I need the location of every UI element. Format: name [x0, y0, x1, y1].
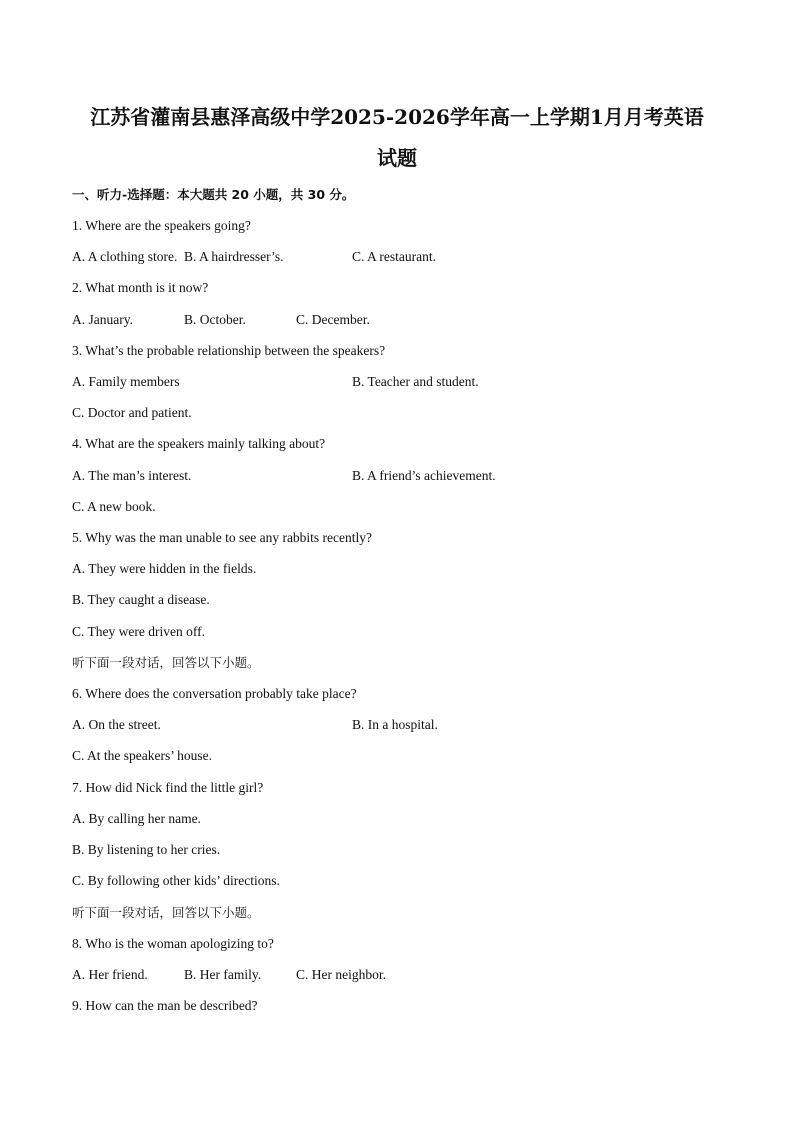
q1-option-b: B. A hairdresser’s.	[184, 249, 284, 264]
q5-option-b: B. They caught a disease.	[72, 592, 210, 607]
question-5: 5. Why was the man unable to see any rabbits recently?	[72, 530, 373, 545]
q1-option-a: A. A clothing store.	[72, 249, 178, 264]
q2-option-b: B. October.	[184, 312, 246, 327]
section-heading: 一、听力-选择题：本大题共 20 小题，共 30 分。	[72, 187, 355, 202]
q6-option-b: B. In a hospital.	[352, 717, 438, 732]
q4-option-b: B. A friend’s achievement.	[352, 468, 496, 483]
q4-option-c: C. A new book.	[72, 499, 156, 514]
q5-option-a: A. They were hidden in the fields.	[72, 561, 257, 576]
question-3: 3. What’s the probable relationship between the speakers?	[72, 343, 386, 358]
exam-title-line1: 江苏省灌南县惠泽高级中学2025-2026学年高一上学期1月月考英语	[90, 105, 704, 129]
q3-option-b: B. Teacher and student.	[352, 374, 479, 389]
q6-option-a: A. On the street.	[72, 717, 161, 732]
q7-option-c: C. By following other kids’ directions.	[72, 873, 280, 888]
q7-option-b: B. By listening to her cries.	[72, 842, 221, 857]
q3-option-c: C. Doctor and patient.	[72, 405, 192, 420]
question-4: 4. What are the speakers mainly talking about?	[72, 436, 326, 451]
q3-option-a: A. Family members	[72, 374, 180, 389]
listening-instruction-1: 听下面一段对话，回答以下小题。	[72, 655, 260, 670]
question-1: 1. Where are the speakers going?	[72, 218, 251, 233]
question-8: 8. Who is the woman apologizing to?	[72, 936, 274, 951]
question-7: 7. How did Nick find the little girl?	[72, 780, 264, 795]
question-6: 6. Where does the conversation probably take place?	[72, 686, 357, 701]
q4-option-a: A. The man’s interest.	[72, 468, 192, 483]
q8-option-a: A. Her friend.	[72, 967, 148, 982]
q1-option-c: C. A restaurant.	[352, 249, 436, 264]
q2-option-a: A. January.	[72, 312, 133, 327]
q5-option-c: C. They were driven off.	[72, 624, 205, 639]
listening-instruction-2: 听下面一段对话，回答以下小题。	[72, 905, 260, 920]
q8-option-c: C. Her neighbor.	[296, 967, 386, 982]
q6-option-c: C. At the speakers’ house.	[72, 748, 212, 763]
q7-option-a: A. By calling her name.	[72, 811, 201, 826]
q2-option-c: C. December.	[296, 312, 370, 327]
question-2: 2. What month is it now?	[72, 280, 209, 295]
q8-option-b: B. Her family.	[184, 967, 262, 982]
exam-title-line2: 试题	[377, 146, 417, 170]
question-9: 9. How can the man be described?	[72, 998, 258, 1013]
